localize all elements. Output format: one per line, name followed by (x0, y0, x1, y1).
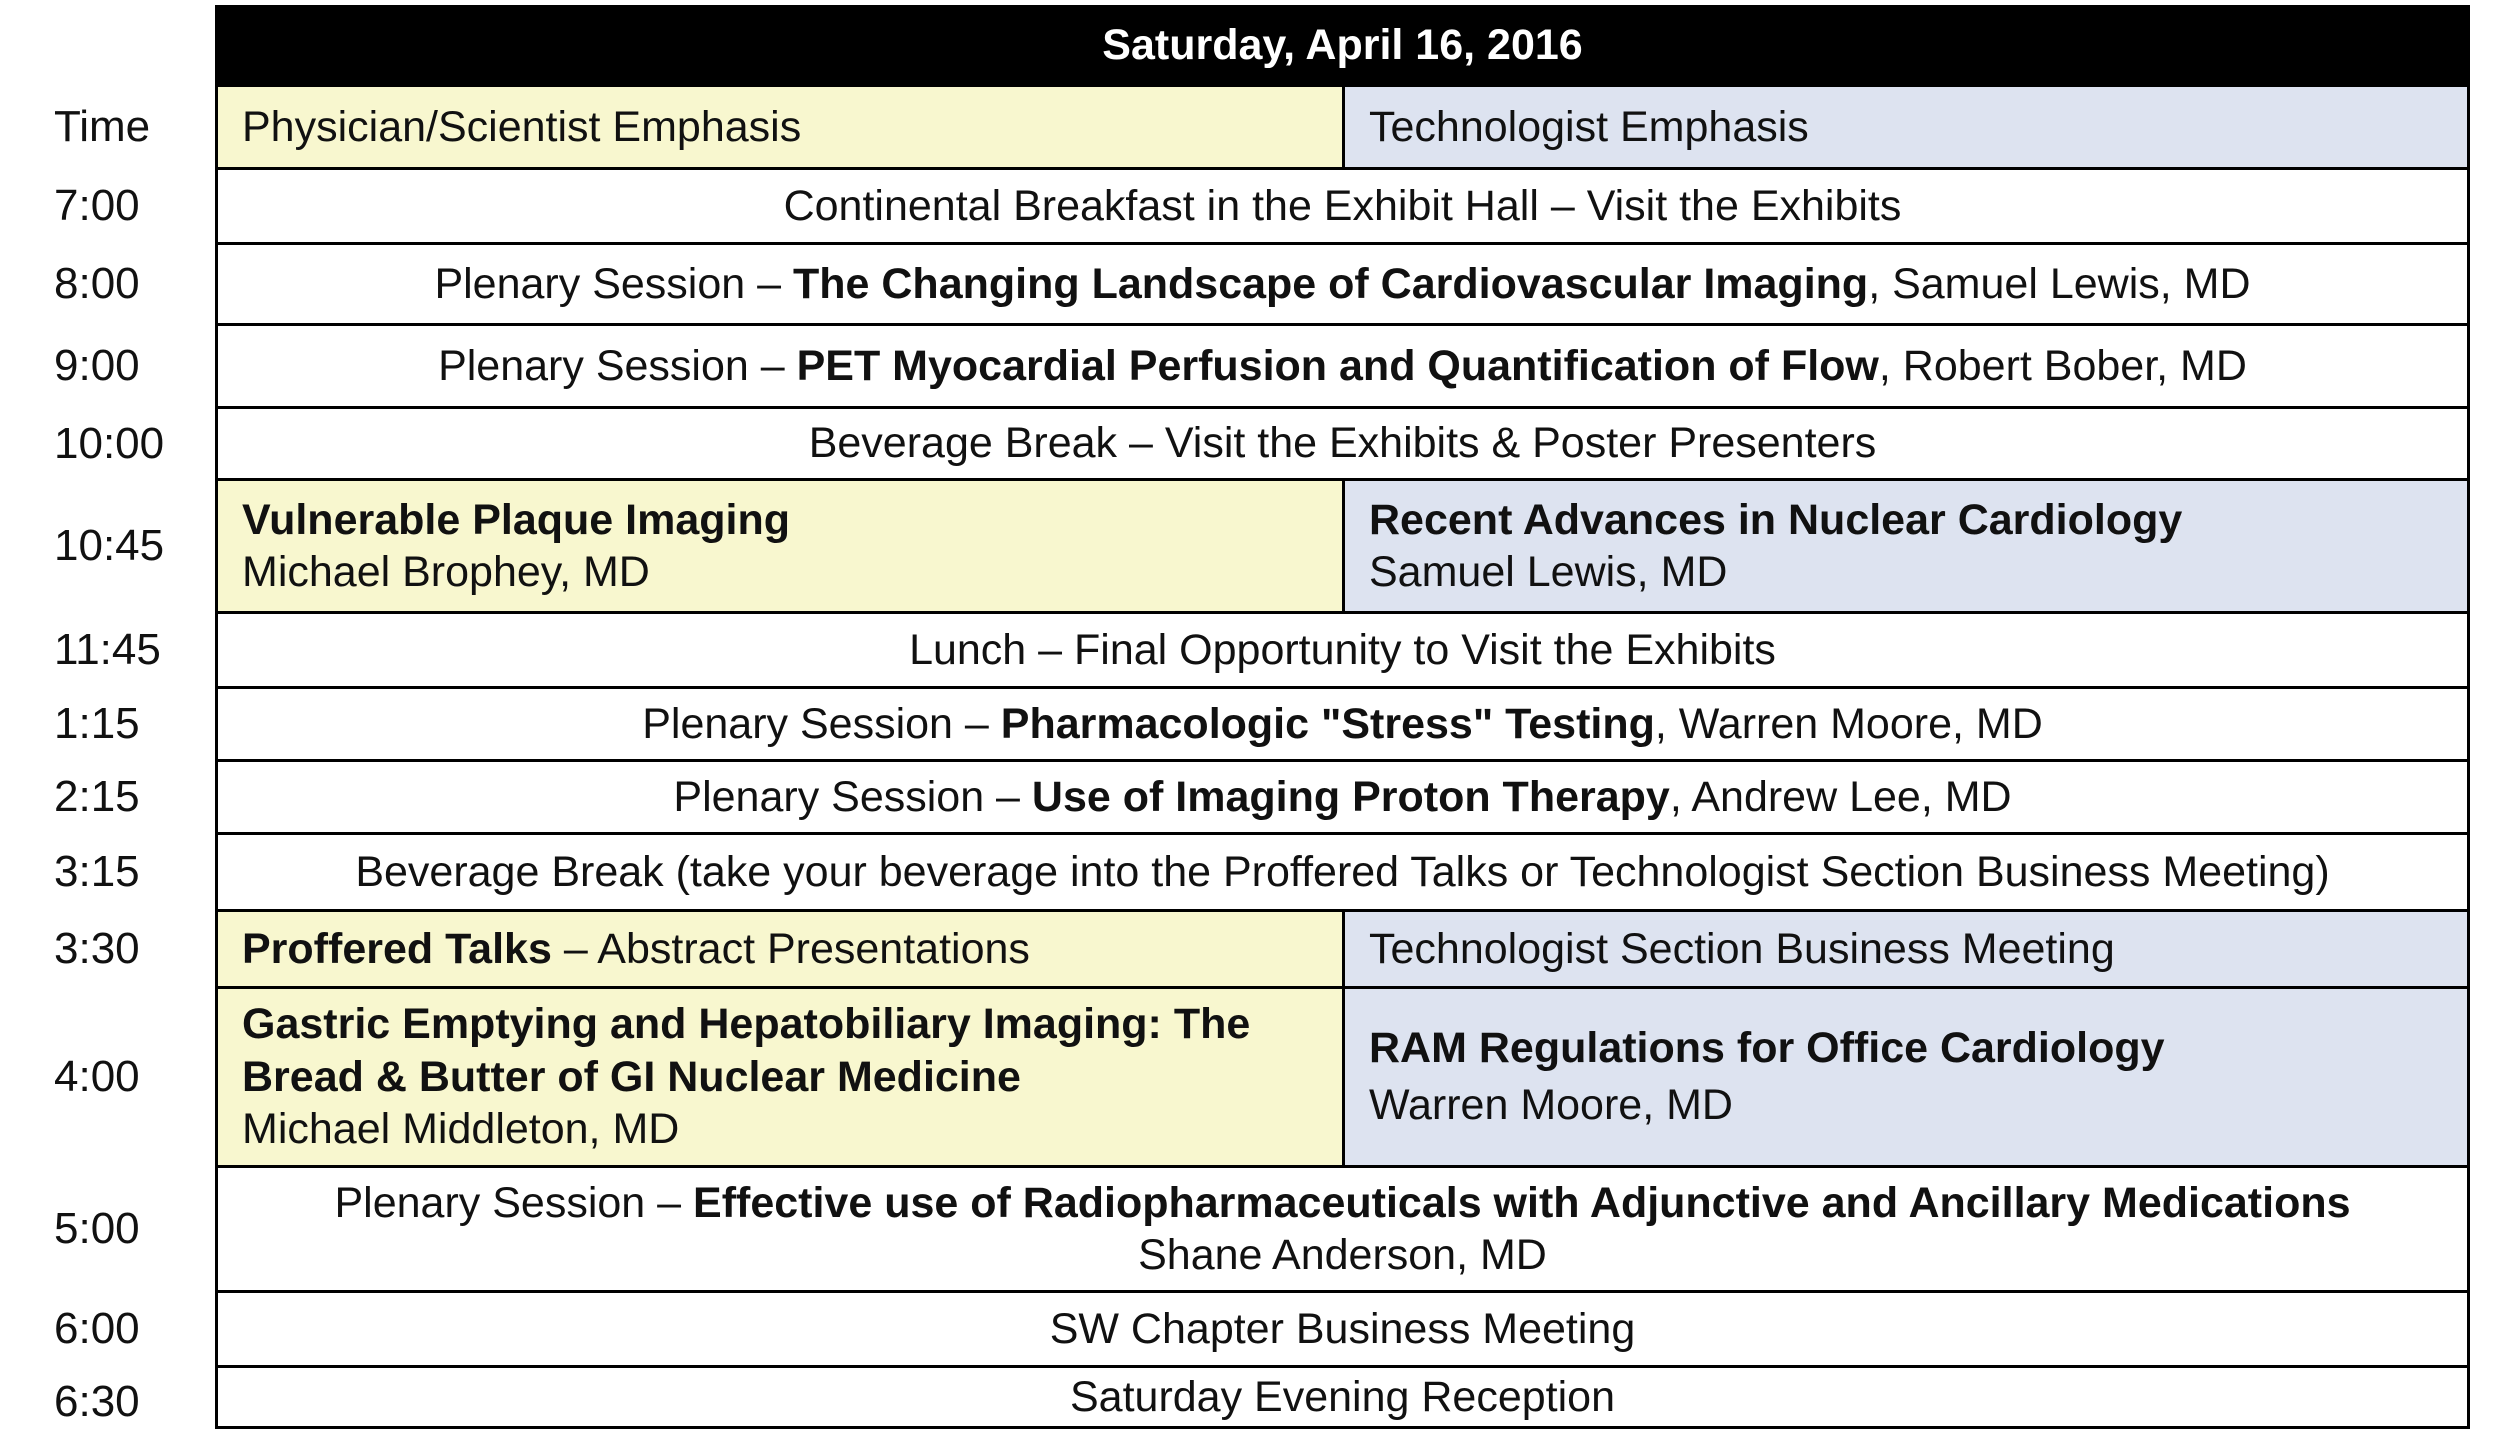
session-subtitle: – Abstract Presentations (551, 924, 1030, 973)
session-title: Proffered Talks (242, 924, 552, 973)
physician-session-cell (215, 909, 1345, 989)
session-text: Saturday Evening Reception (1069, 1372, 1616, 1421)
time-label: 10:45 (54, 521, 165, 570)
time-label: 3:30 (54, 924, 140, 973)
session-title-line-1: Gastric Emptying and Hepatobiliary Imaging: The (242, 1000, 1251, 1049)
plenary-session-row (215, 323, 2470, 409)
session-prefix: Plenary Session – (438, 341, 797, 390)
plenary-session-row (215, 686, 2470, 762)
session-text: Beverage Break (take your beverage into the Proffered Talks or Technologist Section Business Meeting) (355, 847, 2330, 896)
session-block (242, 494, 790, 599)
technologist-column-header (1342, 84, 2470, 170)
session-block (1369, 1020, 2165, 1134)
session-prefix: Plenary Session – (334, 1178, 694, 1227)
time-label: 4:00 (54, 1052, 140, 1101)
session-prefix: Plenary Session – (434, 259, 793, 308)
physician-column-header (215, 84, 1345, 170)
physician-session-cell (215, 986, 1345, 1168)
time-label: 11:45 (54, 625, 161, 674)
session-speaker: , Andrew Lee, MD (1669, 772, 2012, 821)
time-label: 10:00 (54, 418, 165, 468)
session-title: The Changing Landscape of Cardiovascular Imaging (792, 259, 1869, 308)
session-text: Continental Breakfast in the Exhibit Hall – Visit the Exhibits (783, 181, 1902, 230)
physician-column-label: Physician/Scientist Emphasis (242, 102, 802, 151)
session-prefix: Plenary Session – (673, 772, 1032, 821)
session-title: RAM Regulations for Office Cardiology (1369, 1024, 2165, 1073)
date-header (215, 5, 2470, 86)
lunch-row (215, 611, 2470, 689)
session-speaker: Michael Middleton, MD (242, 1105, 680, 1154)
session-row (215, 167, 2470, 245)
technologist-session-cell (1342, 909, 2470, 989)
time-label: 6:30 (54, 1377, 140, 1426)
session-text (438, 340, 2247, 392)
session-text: Lunch – Final Opportunity to Visit the Exhibits (909, 625, 1776, 674)
session-text (673, 771, 2011, 823)
session-block (242, 998, 1250, 1155)
plenary-session-row (215, 242, 2470, 326)
session-prefix: Plenary Session – (642, 699, 1001, 748)
session-block (334, 1177, 2350, 1282)
time-column-label: Time (54, 102, 151, 151)
session-title: Recent Advances in Nuclear Cardiology (1369, 495, 2183, 544)
plenary-session-row (215, 759, 2470, 835)
session-title-line-2: Bread & Butter of GI Nuclear Medicine (242, 1052, 1021, 1101)
session-text (242, 923, 1030, 975)
session-speaker: , Robert Bober, MD (1878, 341, 2247, 390)
session-speaker: Warren Moore, MD (1369, 1081, 1733, 1129)
session-title: Effective use of Radiopharmaceuticals with Adjunctive and Ancillary Medications (693, 1178, 2351, 1227)
time-label: 7:00 (54, 181, 140, 230)
time-label: 3:15 (54, 847, 140, 896)
session-speaker: Shane Anderson, MD (1138, 1231, 1547, 1279)
technologist-session-cell (1342, 986, 2470, 1168)
date-header-text: Saturday, April 16, 2016 (1102, 21, 1583, 69)
session-text: SW Chapter Business Meeting (1049, 1304, 1636, 1353)
plenary-session-row (215, 1165, 2470, 1293)
break-row (215, 832, 2470, 912)
session-title: Pharmacologic "Stress" Testing (1000, 699, 1655, 748)
physician-session-cell (215, 478, 1345, 614)
session-speaker: Samuel Lewis, MD (1369, 548, 1728, 596)
time-label: 9:00 (54, 341, 140, 390)
session-text (434, 258, 2250, 310)
session-speaker: Michael Brophey, MD (242, 548, 650, 596)
technologist-session-cell (1342, 478, 2470, 614)
time-label: 6:00 (54, 1304, 140, 1353)
session-text: Technologist Section Business Meeting (1369, 924, 2115, 973)
meeting-row (215, 1290, 2470, 1368)
session-title: Vulnerable Plaque Imaging (242, 495, 790, 544)
session-text (642, 698, 2043, 750)
time-label: 2:15 (54, 772, 140, 821)
time-label: 1:15 (54, 699, 140, 748)
break-row (215, 406, 2470, 481)
reception-row (215, 1365, 2470, 1429)
time-label: 5:00 (54, 1204, 140, 1253)
session-title: Use of Imaging Proton Therapy (1031, 772, 1670, 821)
session-text: Beverage Break – Visit the Exhibits & Poster Presenters (808, 419, 1877, 468)
time-label: 8:00 (54, 259, 140, 308)
session-title: PET Myocardial Perfusion and Quantification of Flow (796, 341, 1879, 390)
technologist-column-label: Technologist Emphasis (1369, 102, 1809, 151)
session-block (1369, 494, 2182, 599)
session-speaker: , Samuel Lewis, MD (1868, 259, 2251, 308)
session-title-line (334, 1177, 2350, 1229)
session-speaker: , Warren Moore, MD (1654, 699, 2043, 748)
